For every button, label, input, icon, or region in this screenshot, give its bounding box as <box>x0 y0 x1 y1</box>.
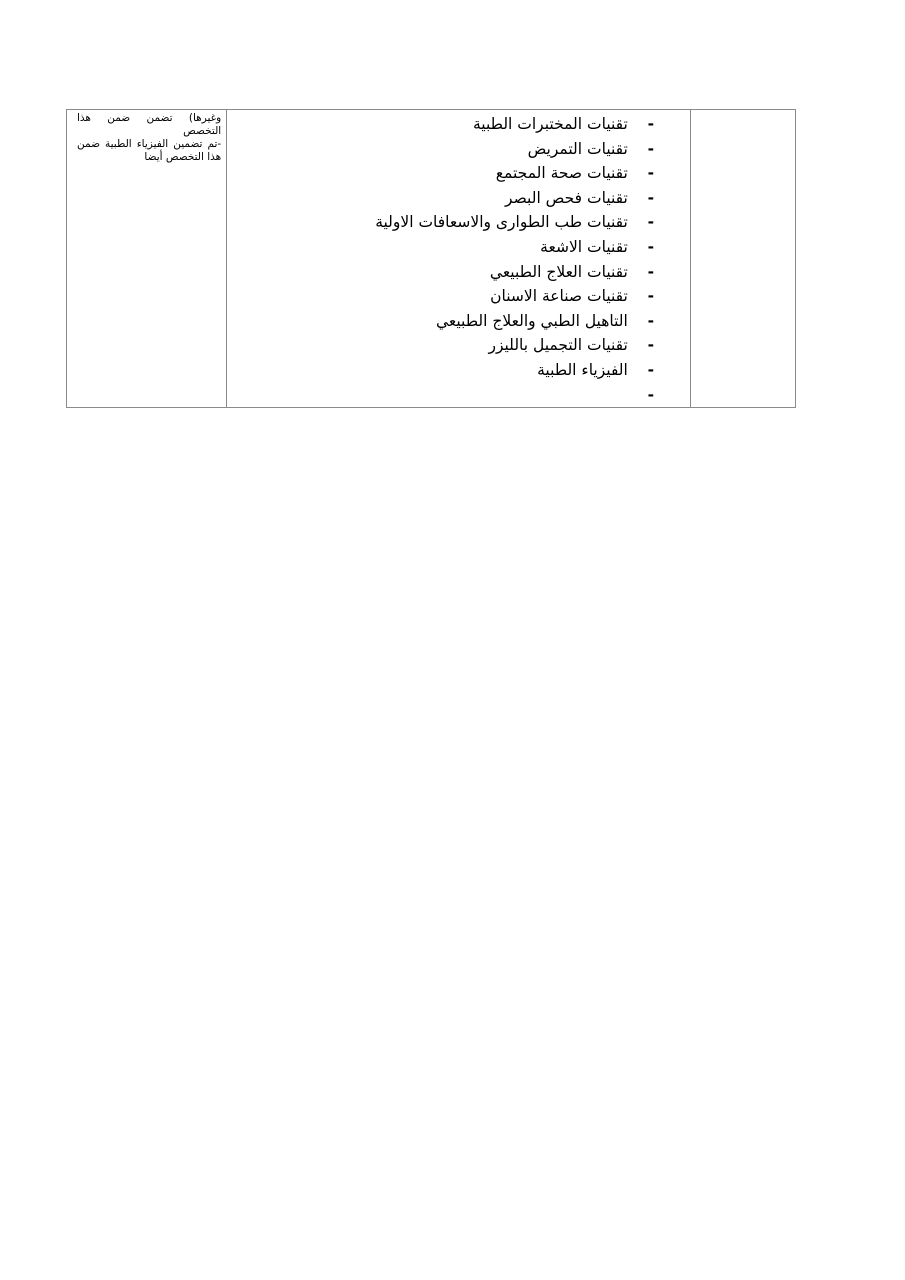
notes-paragraph-2: -تم تضمين الفيزياء الطبية ضمن هذا التخصص أيضا <box>77 138 222 163</box>
list-item-label: تقنيات التجميل بالليزر <box>488 336 628 355</box>
list-item <box>227 284 690 309</box>
table-row <box>67 110 796 408</box>
list-item <box>227 186 690 211</box>
list-item-label: الفيزياء الطبية <box>537 360 628 379</box>
list-item-label: تقنيات العلاج الطبيعي <box>489 262 628 281</box>
bullet-dash: - <box>647 164 655 183</box>
list-item-label: تقنيات الاشعة <box>540 237 628 256</box>
notes-cell <box>67 110 227 408</box>
bullet-dash: - <box>647 336 655 355</box>
bullet-dash: - <box>647 188 655 207</box>
list-item-label: تقنيات طب الطوارى والاسعافات الاولية <box>375 213 628 232</box>
list-item <box>227 383 690 408</box>
bullet-dash: - <box>647 385 655 404</box>
notes-text <box>67 110 226 164</box>
bullet-dash: - <box>647 311 655 330</box>
content-table <box>66 109 796 408</box>
bullet-dash: - <box>647 213 655 232</box>
bullet-dash: - <box>647 237 655 256</box>
bullet-dash: - <box>647 115 655 133</box>
list-item <box>227 112 690 137</box>
list-item <box>227 309 690 334</box>
list-item-label: تقنيات صناعة الاسنان <box>490 287 628 306</box>
list-item <box>227 235 690 260</box>
empty-cell <box>690 110 795 408</box>
list-item <box>227 260 690 285</box>
list-item-label: تقنيات المختبرات الطبية <box>472 115 628 133</box>
list-item <box>227 333 690 358</box>
notes-paragraph-1: وغيرها) تضمن ضمن هذا التخصص <box>77 112 222 137</box>
bullet-dash: - <box>647 262 655 281</box>
list-item <box>227 210 690 235</box>
specialties-list-cell <box>227 110 691 408</box>
bullet-dash: - <box>647 287 655 306</box>
list-item-label: التاهيل الطبي والعلاج الطبيعي <box>435 311 628 330</box>
bullet-dash: - <box>647 360 655 379</box>
bullet-dash: - <box>647 139 655 158</box>
list-item <box>227 358 690 383</box>
specialties-list <box>227 110 690 407</box>
list-item-label: تقنيات صحة المجتمع <box>495 164 628 183</box>
list-item <box>227 137 690 162</box>
list-item-label: تقنيات فحص البصر <box>505 188 628 207</box>
list-item <box>227 161 690 186</box>
list-item-label: تقنيات التمريض <box>527 139 628 158</box>
